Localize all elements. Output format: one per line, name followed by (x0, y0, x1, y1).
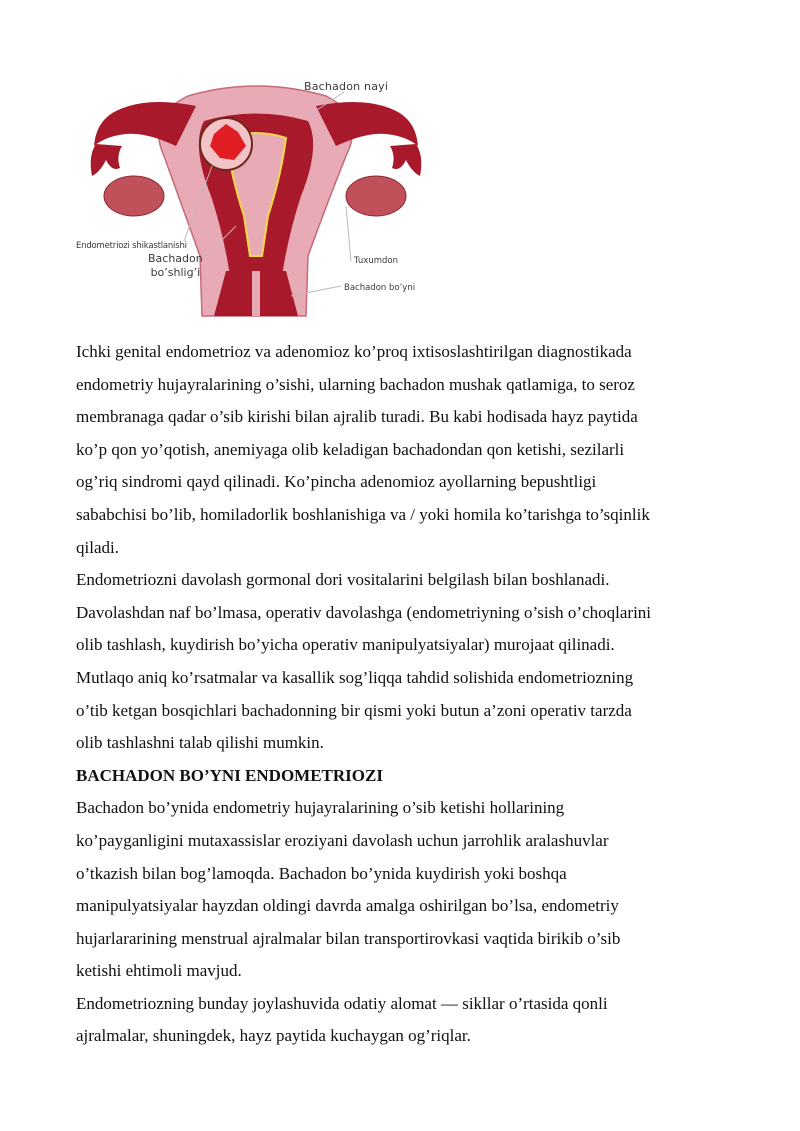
text-line: ko’payganligini mutaxassislar eroziyani davolash uchun jarrohlik aralashuvlar (76, 830, 609, 850)
text-line: ketishi ehtimoli mavjud. (76, 961, 242, 981)
text-line: Davolashdan naf bo’lmasa, operativ davolashga (endometriyning o’sish o’choqlarini (76, 602, 652, 622)
text-line: olib tashlashni talab qilishi mumkin. (76, 733, 324, 753)
left-ovary (104, 176, 164, 216)
text-line: Ichki genital endometrioz va adenomioz ko’proq ixtisoslashtirilgan diagnostikada (76, 342, 632, 361)
text-line: olib tashlash, kuydirish bo’yicha operativ manipulyatsiyalar) murojaat qilinadi. (76, 635, 615, 655)
text-line: endometriy hujayralarining o’sishi, ularning bachadon mushak qatlamiga, to seroz (76, 374, 635, 394)
text-line: manipulyatsiyalar hayzdan oldingi davrda amalga oshirilgan bo’lsa, endometriy (76, 896, 619, 916)
label-bachadon-boshligi-line2: bo’shlig’i (150, 266, 201, 279)
text-line: Mutlaqo aniq ko’rsatmalar va kasallik sog’liqqa tahdid solishida endometriozning (76, 667, 634, 687)
cervical-canal (252, 271, 260, 316)
text-line: ko’p qon yo’qotish, anemiyaga olib keladigan bachadondan qon ketishi, sezilarli (76, 439, 625, 459)
label-bachadon-boshligi-line1: Bachadon (148, 252, 203, 265)
label-bachadon-boyni: Bachadon bo’yni (344, 283, 416, 293)
text-line: ajralmalar, shuningdek, hayz paytida kuchaygan og’riqlar. (76, 1026, 471, 1046)
text-line: og’riq sindromi qayd qilinadi. Ko’pincha adenomioz ayollarning bepushtligi (76, 472, 597, 492)
label-bachadon-boshligi (148, 252, 203, 280)
text-line: qiladi. (76, 537, 119, 557)
paragraph-adenomioz (76, 336, 726, 564)
label-tuxumdon: Tuxumdon (354, 256, 398, 266)
paragraph-bachadon-boyni (76, 792, 726, 988)
text-line: sababchisi bo’lib, homiladorlik boshlanishiga va / yoki homila ko’tarishga to’sqinlik (76, 504, 650, 524)
text-line: o’tkazish bilan bog’lamoqda. Bachadon bo’ynida kuydirish yoki boshqa (76, 863, 567, 883)
paragraph-alomat (76, 988, 726, 1053)
document-text (76, 336, 726, 1053)
label-endometriozi: Endometriozi shikastlanishi (76, 241, 187, 251)
text-line: hujarlararining menstrual ajralmalar bilan transportirovkasi vaqtida birikib o’sib (76, 928, 621, 948)
text-line: Endometriozni davolash gormonal dori vositalarini belgilash bilan boshlanadi. (76, 570, 610, 590)
text-line: o’tib ketgan bosqichlari bachadonning bir qismi yoki butun a’zoni operativ tarzda (76, 700, 632, 720)
left-fimbriae (91, 144, 122, 176)
label-bachadon-nayi: Bachadon nayi (304, 80, 389, 93)
right-ovary (346, 176, 406, 216)
text-line: Endometriozning bunday joylashuvida odatiy alomat — sikllar o’rtasida qonli (76, 993, 608, 1013)
paragraph-davolash (76, 564, 726, 760)
text-line: Bachadon bo’ynida endometriy hujayralarining o’sib ketishi hollarining (76, 798, 565, 818)
right-fimbriae (390, 144, 421, 176)
section-heading: BACHADON BO’YNI ENDOMETRIOZI (76, 765, 383, 785)
uterus-anatomy-figure (76, 76, 436, 326)
leader-tuxumdon (346, 206, 351, 261)
text-line: membranaga qadar o’sib kirishi bilan ajralib turadi. Bu kabi hodisada hayz paytida (76, 407, 638, 427)
